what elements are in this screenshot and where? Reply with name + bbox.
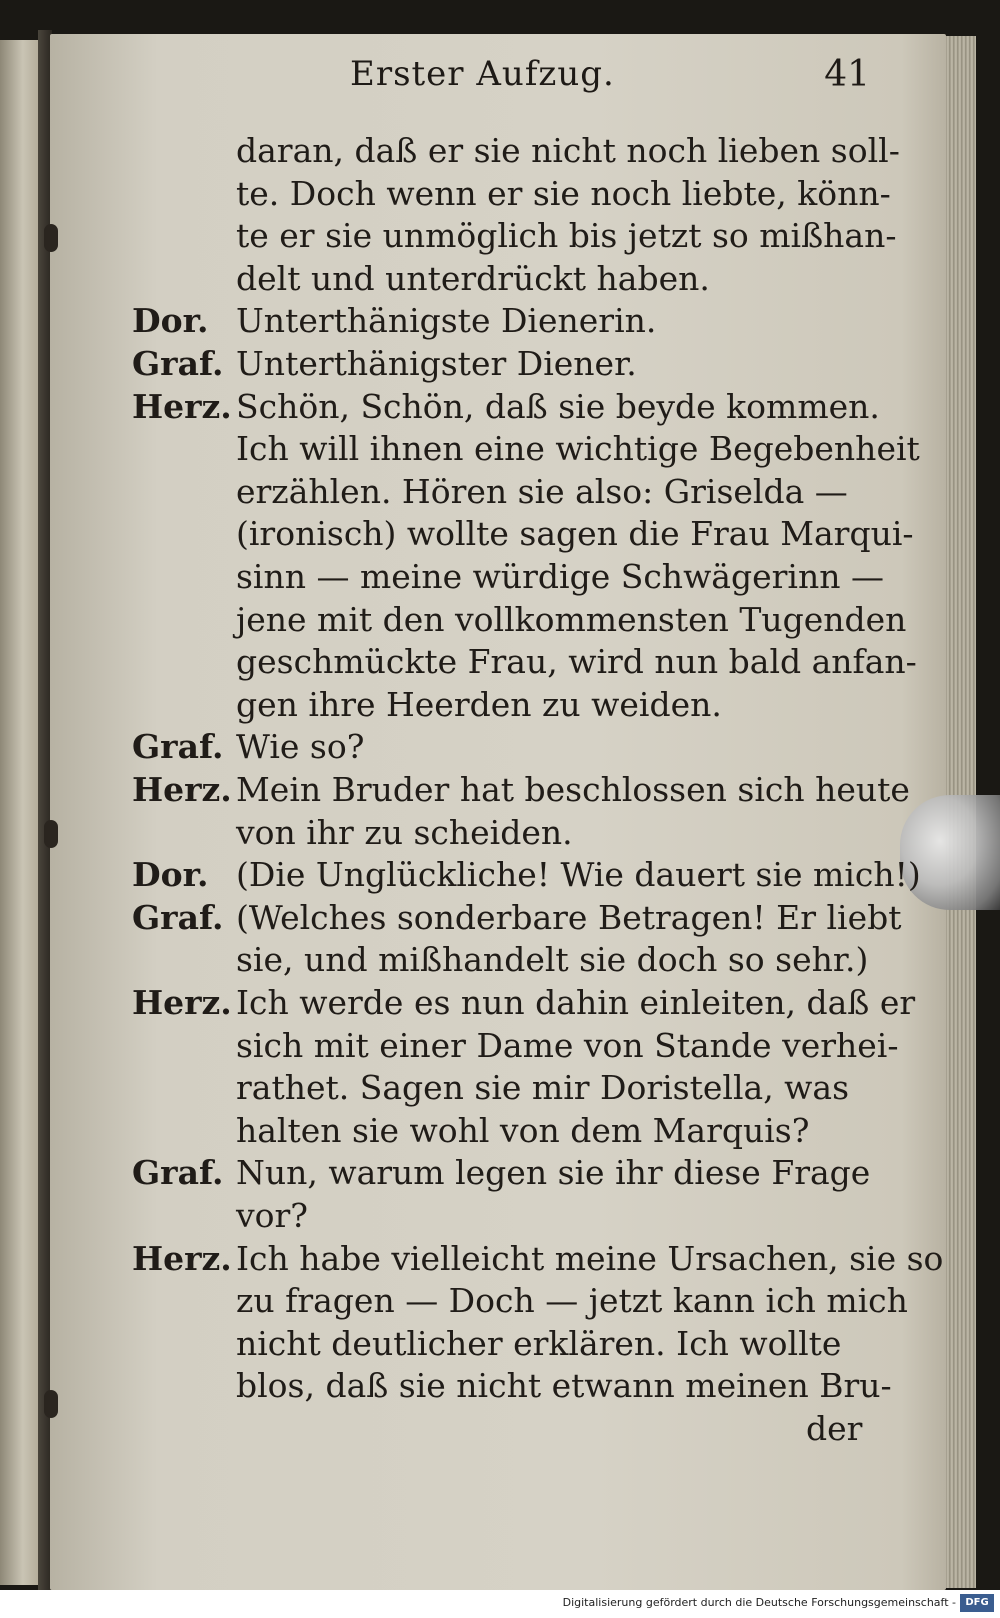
speaker-label: Herz.: [132, 1239, 232, 1278]
text-line: sich mit einer Dame von Stande verhei-: [236, 1026, 899, 1065]
text-line: Ich habe vielleicht meine Ursachen, sie so: [236, 1239, 944, 1278]
speaker-label: Graf.: [132, 727, 224, 766]
text-line: Wie so?: [236, 727, 365, 766]
text-line: nicht deutlicher erklären. Ich wollte: [236, 1324, 842, 1363]
text-line: geschmückte Frau, wird nun bald anfan-: [236, 642, 917, 681]
text-line: erzählen. Hören sie also: Griselda —: [236, 472, 848, 511]
text-line: halten sie wohl von dem Marquis?: [236, 1111, 810, 1150]
text-line: zu fragen — Doch — jetzt kann ich mich: [236, 1281, 908, 1320]
text-line: Schön, Schön, daß sie beyde kommen.: [236, 387, 880, 426]
text-line: vor?: [236, 1196, 308, 1235]
funding-credit: Digitalisierung gefördert durch die Deutsche Forschungsgemeinschaft -: [562, 1596, 956, 1609]
text-line: (Die Unglückliche! Wie dauert sie mich!): [236, 855, 921, 894]
text-line: gen ihre Heerden zu weiden.: [236, 685, 722, 724]
speaker-label: Dor.: [132, 855, 209, 894]
text-line: Unterthänigster Diener.: [236, 344, 637, 383]
speaker-label: Herz.: [132, 770, 232, 809]
speaker-label: Herz.: [132, 387, 232, 426]
dfg-logo: DFG: [960, 1594, 994, 1612]
speaker-label: Graf.: [132, 344, 224, 383]
text-line: jene mit den vollkommensten Tugenden: [236, 600, 907, 639]
text-line: daran, daß er sie nicht noch lieben soll-: [236, 131, 900, 170]
text-line: von ihr zu scheiden.: [236, 813, 573, 852]
digitization-footer: [0, 1590, 1000, 1618]
text-line: sie, und mißhandelt sie doch so sehr.): [236, 940, 869, 979]
speaker-label: Dor.: [132, 301, 209, 340]
text-line: Ich will ihnen eine wichtige Begebenheit: [236, 429, 920, 468]
text-line: delt und unterdrückt haben.: [236, 259, 710, 298]
text-line: (ironisch) wollte sagen die Frau Marqui-: [236, 514, 914, 553]
text-line: te er sie unmöglich bis jetzt so mißhan-: [236, 216, 897, 255]
speaker-label: Graf.: [132, 1153, 224, 1192]
running-head: Erster Aufzug.: [350, 54, 615, 94]
text-line: rathet. Sagen sie mir Doristella, was: [236, 1068, 850, 1107]
text-line: te. Doch wenn er sie noch liebte, könn-: [236, 174, 891, 213]
text-line: Nun, warum legen sie ihr diese Frage: [236, 1153, 871, 1192]
speaker-label: Graf.: [132, 898, 224, 937]
text-line: blos, daß sie nicht etwann meinen Bru-: [236, 1366, 892, 1405]
text-line: Mein Bruder hat beschlossen sich heute: [236, 770, 910, 809]
text-line: Ich werde es nun dahin einleiten, daß er: [236, 983, 916, 1022]
speaker-label: Herz.: [132, 983, 232, 1022]
text-line: sinn — meine würdige Schwägerinn —: [236, 557, 884, 596]
text-line: Unterthänigste Dienerin.: [236, 301, 657, 340]
catchword: der: [806, 1409, 863, 1448]
text-line: (Welches sonderbare Betragen! Er liebt: [236, 898, 902, 937]
page-number: 41: [824, 54, 870, 95]
